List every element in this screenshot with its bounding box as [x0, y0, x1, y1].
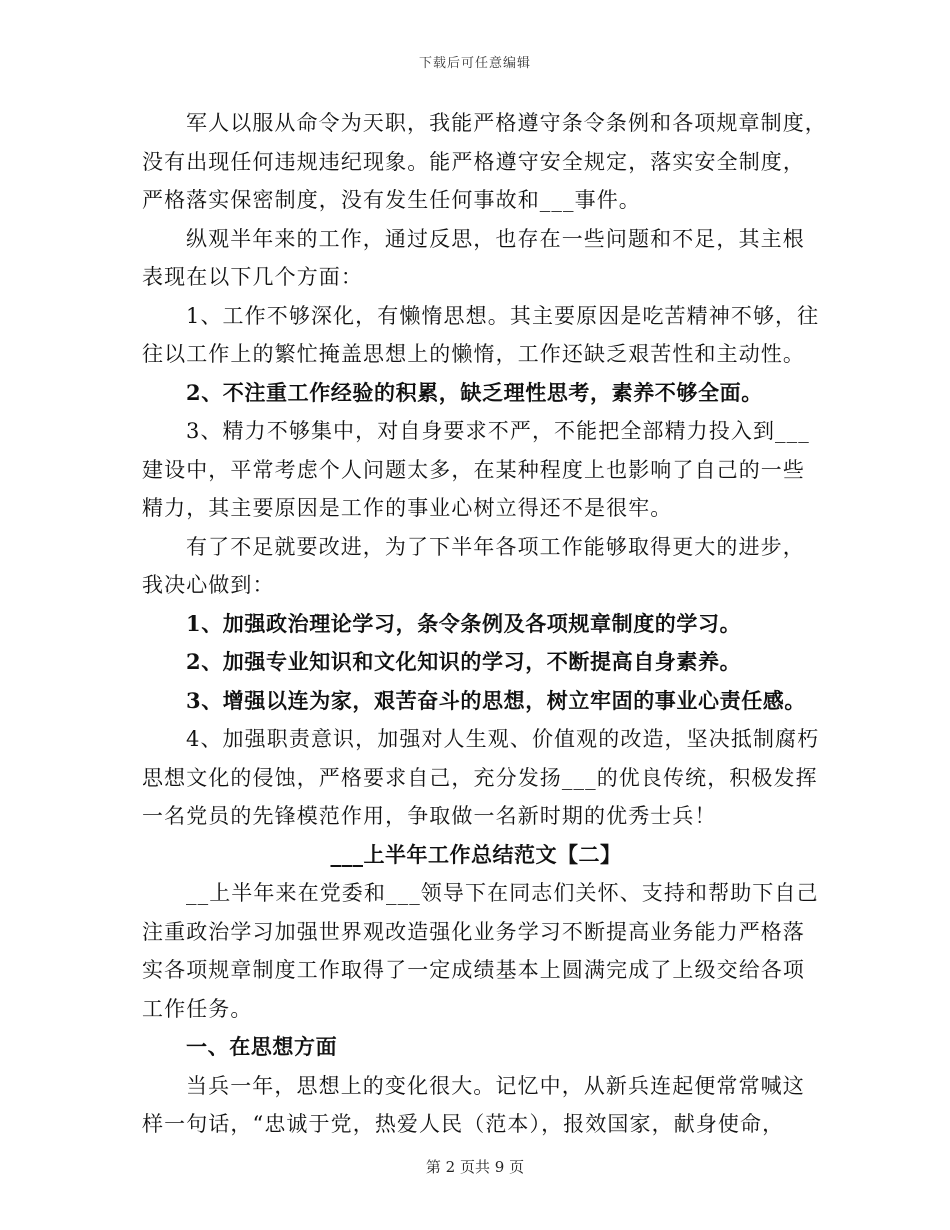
paragraph-line: 严格落实保密制度，没有发生任何事故和___事件。: [142, 188, 641, 212]
bold-list-item: 2、加强专业知识和文化知识的学习，不断提高自身素养。: [186, 649, 742, 674]
paragraph-line: __上半年来在党委和___领导下在同志们关怀、支持和帮助下自己: [186, 881, 819, 905]
bold-list-item: 3、增强以连为家，艰苦奋斗的思想，树立牢固的事业心责任感。: [186, 687, 807, 713]
page-number: 第 2 页共 9 页: [425, 1158, 525, 1176]
subsection-heading: 一、在思想方面: [186, 1034, 338, 1059]
paragraph-line: 纵观半年来的工作，通过反思，也存在一些问题和不足，其主根: [186, 226, 805, 251]
list-item-line: 往以工作上的繁忙掩盖思想上的懒惰，工作还缺乏艰苦性和主动性。: [142, 342, 805, 366]
paragraph-line: 军人以服从命令为天职，我能严格遵守条令条例和各项规章制度，: [186, 111, 827, 135]
paragraph-line: 实各项规章制度工作取得了一定成绩基本上圆满完成了上级交给各项: [142, 958, 805, 982]
list-item-line: 3、精力不够集中，对自身要求不严，不能把全部精力投入到___: [186, 419, 810, 443]
paragraph-line: 有了不足就要改进，为了下半年各项工作能够取得更大的进步，: [186, 534, 805, 559]
list-item-line: 思想文化的侵蚀，严格要求自己，充分发扬___的优良传统，积极发挥: [142, 765, 818, 790]
paragraph-line: 工作任务。: [142, 996, 253, 1021]
bold-list-item: 1、加强政治理论学习，条令条例及各项规章制度的学习。: [186, 610, 742, 636]
document-body: [142, 104, 827, 1144]
paragraph-line: 样一句话，“忠诚于党，热爱人民（范本），报效国家，献身使命，: [142, 1112, 785, 1136]
paragraph-line: 没有出现任何违规违纪现象。能严格遵守安全规定，落实安全制度，: [142, 149, 805, 174]
section-title: ___上半年工作总结范文【二】: [330, 841, 622, 867]
bold-list-item: 2、不注重工作经验的积累，缺乏理性思考，素养不够全面。: [186, 379, 763, 405]
paragraph-line: 注重政治学习加强世界观改造强化业务学习不断提高业务能力严格落: [142, 919, 805, 944]
paragraph-line: 表现在以下几个方面：: [142, 265, 363, 289]
list-item-line: 一名党员的先锋模范作用，争取做一名新时期的优秀士兵！: [142, 804, 717, 828]
list-item-line: 1、工作不够深化，有懒惰思想。其主要原因是吃苦精神不够，往: [186, 303, 820, 328]
paragraph-line: 我决心做到：: [142, 573, 275, 597]
list-item-line: 4、加强职责意识，加强对人生观、价值观的改造，坚决抵制腐朽: [186, 727, 820, 751]
page-header: 下载后可任意编辑: [418, 56, 531, 71]
list-item-line: 建设中，平常考虑个人问题太多，在某种程度上也影响了自己的一些: [142, 457, 805, 482]
paragraph-line: 当兵一年，思想上的变化很大。记忆中，从新兵连起便常常喊这: [186, 1073, 805, 1098]
list-item-line: 精力，其主要原因是工作的事业心树立得还不是很牢。: [142, 496, 673, 520]
